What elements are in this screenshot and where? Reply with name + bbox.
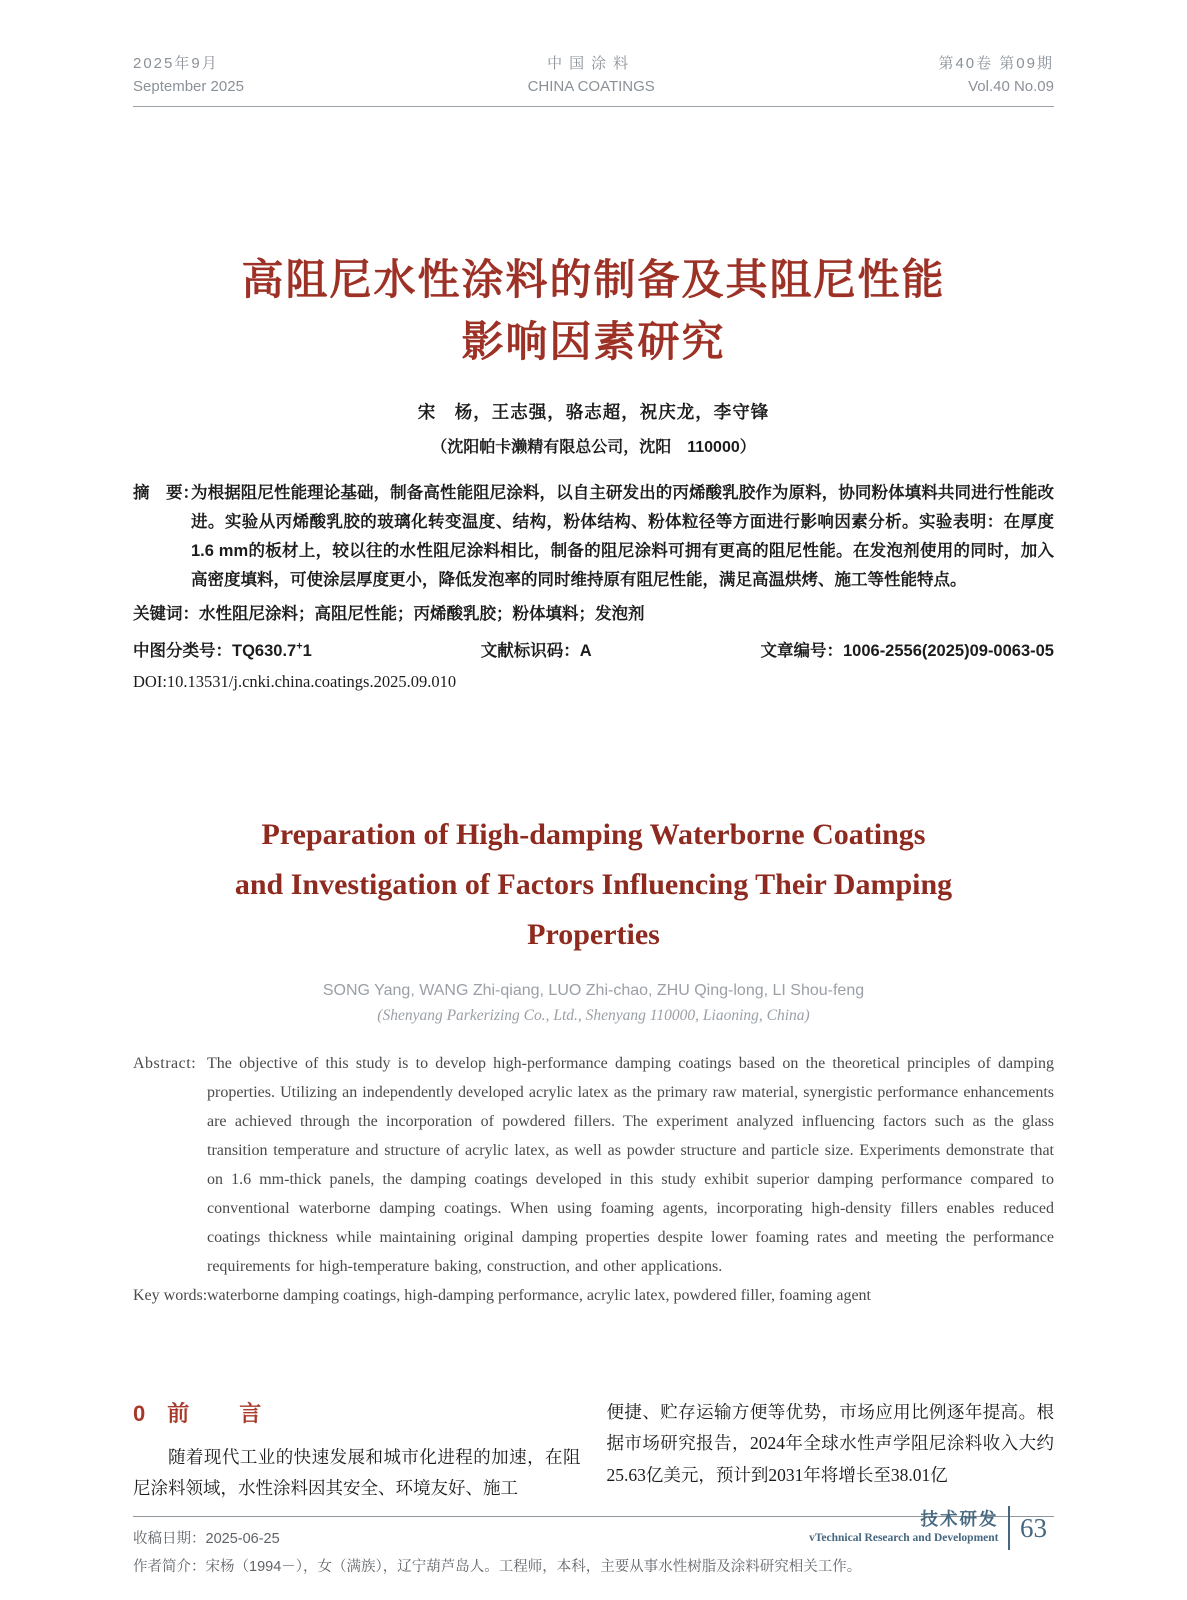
clc-sup: + <box>296 640 303 653</box>
journal-name-cn: 中国涂料 <box>547 55 636 72</box>
authors-en: SONG Yang, WANG Zhi-qiang, LUO Zhi-chao, ZHU Qing-long, LI Shou-feng <box>322 981 865 999</box>
section-number: 0 <box>133 1400 146 1426</box>
abstract-en-label: Abstract: <box>133 1054 197 1072</box>
clc-tail: 1 <box>302 641 312 660</box>
page-footer <box>809 1506 1047 1550</box>
affiliation-en: (Shenyang Parkerizing Co., Ltd., Shenyang 110000, Liaoning, China) <box>377 1006 810 1024</box>
section-heading <box>133 1397 581 1428</box>
abstract-en-text: The objective of this study is to develop high-performance damping coatings based on the theoretical principles of damping properties. Utilizing an independently developed acrylic latex as the primary raw material, synergistic performance enhancements are achieved through the incorporation of powdered fillers. The experiment analyzed influencing factors such as the glass transition temperature and structure of acrylic latex, as well as powder structure and particle size. Experiments demonstrate that on 1.6 mm-thick panels, the damping coatings developed in this study exhibit superior damping performance compared to conventional waterborne damping coatings. When using foaming agents, incorporating high-density fillers enables reduced coatings thickness while maintaining original damping properties despite lower foaming rates and meeting the performance requirements for high-temperature baking, construction, and other applications. <box>207 1054 1054 1275</box>
article-title-en-line3: Properties <box>527 917 660 951</box>
article-id <box>760 637 1054 661</box>
doc-code <box>481 637 592 661</box>
doc-code-label: 文献标识码： <box>480 641 580 660</box>
intro-paragraph-right: 便捷、贮存运输方便等优势，市场应用比例逐年提高。根据市场研究报告，2024年全球水性声学阻尼涂料收入大约25.63亿美元，预计到2031年将增长至38.01亿 <box>606 1401 1054 1485</box>
doc-code-value: A <box>579 641 592 660</box>
abstract-cn-label: 摘 要： <box>133 483 199 502</box>
journal-name-en: CHINA COATINGS <box>527 78 655 96</box>
keywords-en <box>133 1287 1054 1305</box>
header-date-cn: 2025年9月 <box>133 55 219 72</box>
header-volume <box>938 52 1054 99</box>
keywords-cn-text: 水性阻尼涂料；高阻尼性能；丙烯酸乳胶；粉体填料；发泡剂 <box>199 604 645 623</box>
footer-section-labels <box>809 1509 1007 1546</box>
abstract-en <box>133 1049 1054 1281</box>
introduction-section <box>133 1397 1054 1505</box>
article-id-label: 文章编号： <box>760 641 843 660</box>
footer-section-en: vTechnical Research and Development <box>809 1532 999 1545</box>
journal-header <box>133 52 1054 107</box>
clc-base: TQ630.7 <box>232 641 297 660</box>
abstract-cn <box>133 479 1054 595</box>
intro-right-column <box>607 1397 1055 1505</box>
clc-number <box>133 637 312 661</box>
header-date-en: September 2025 <box>133 78 244 96</box>
doi: DOI:10.13531/j.cnki.china.coatings.2025.09.010 <box>133 671 457 691</box>
classification-row <box>133 637 1054 661</box>
author-bio: 作者简介：宋杨（1994－），女（满族），辽宁葫芦岛人。工程师，本科，主要从事水性树脂及涂料研究相关工作。 <box>133 1558 862 1575</box>
header-date <box>133 52 244 99</box>
abstract-cn-text: 为根据阻尼性能理论基础，制备高性能阻尼涂料，以自主研发出的丙烯酸乳胶作为原料，协同粉体填料共同进行性能改进。实验从丙烯酸乳胶的玻璃化转变温度、结构，粉体结构、粉体粒径等方面进行影响因素分析。实验表明：在厚度1.6 mm的板材上，较以往的水性阻尼涂料相比，制备的阻尼涂料可拥有更高的阻尼性能。在发泡剂使用的同时，加入高密度填料，可使涂层厚度更小，降低发泡率的同时维持原有阻尼性能，满足高温烘烤、施工等性能特点。 <box>191 483 1054 589</box>
intro-paragraph-left: 随着现代工业的快速发展和城市化进程的加速，在阻尼涂料领域，水性涂料因其安全、环境友好、施工 <box>133 1446 581 1499</box>
article-title-en <box>133 810 1054 960</box>
received-date: 收稿日期：2025-06-25 <box>133 1530 280 1547</box>
article-title-cn-line2: 影响因素研究 <box>461 317 726 365</box>
keywords-en-label: Key words: <box>133 1286 208 1304</box>
affiliation-cn: （沈阳帕卡濑精有限总公司，沈阳 110000） <box>431 438 756 456</box>
section-title: 前 言 <box>167 1400 276 1426</box>
footer-section-cn: 技术研发 <box>920 1509 999 1530</box>
keywords-cn <box>133 600 1054 624</box>
authors-cn: 宋 杨，王志强，骆志超，祝庆龙，李守锋 <box>417 401 770 422</box>
page-number: 63 <box>1020 1512 1047 1543</box>
clc-label: 中图分类号： <box>133 641 232 660</box>
keywords-cn-label: 关键词： <box>133 604 199 623</box>
keywords-en-text: waterborne damping coatings, high-damping performance, acrylic latex, powdered filler, foaming agent <box>207 1286 871 1304</box>
article-title-en-line2: and Investigation of Factors Influencing Their Damping <box>234 867 953 901</box>
header-volume-en: Vol.40 No.09 <box>968 78 1054 96</box>
article-title-en-line1: Preparation of High-damping Waterborne Coatings <box>261 817 926 851</box>
intro-left-column <box>133 1397 581 1505</box>
article-title-cn <box>133 249 1054 373</box>
article-title-cn-line1: 高阻尼水性涂料的制备及其阻尼性能 <box>241 255 946 303</box>
header-volume-cn: 第40卷 第09期 <box>938 55 1054 72</box>
article-id-value: 1006-2556(2025)09-0063-05 <box>842 641 1054 660</box>
header-journal-name <box>528 52 655 99</box>
